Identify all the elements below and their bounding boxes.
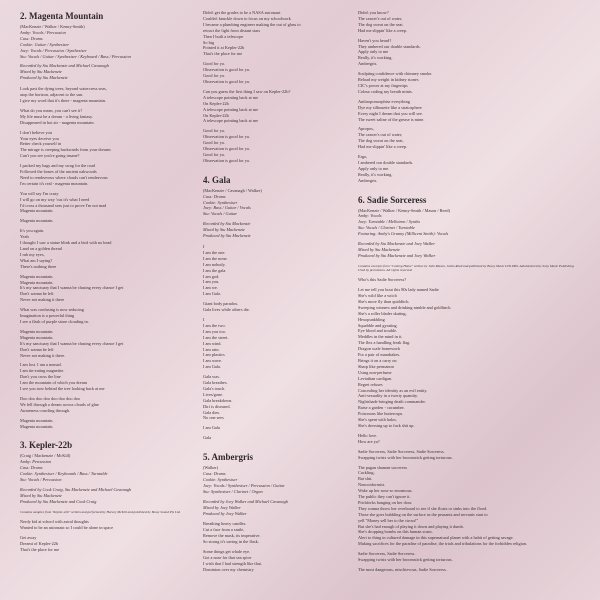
track-credits [203,471,353,516]
lyric-line: Good for ya. [203,128,225,134]
lyric-line: I am tin-eating magnetite. [20,368,65,374]
lyric-line: Cut a face from a smile, [203,527,245,533]
track-title: 2. Magenta Mountain [20,11,104,21]
lyric-line: Magenta mountain. [20,273,54,279]
lyric-line: retract the light from distant stars [203,27,261,33]
credit-line: Mixed by Stu Mackenzie [20,492,62,498]
lyric-line: Get away [20,534,37,540]
lyric-line: On Kepler-22b [203,100,229,106]
lyric-line: Sadie Sorceress, Sadie Sorceress. [358,551,416,557]
lyric-line: I am the one. [203,249,226,255]
lyric-line: I am god. [203,273,220,279]
lyric-line: Observation is good for ya. [203,146,250,152]
lyric-line: Gala breathes. [203,380,228,386]
lyric-line: Look past the dying trees, beyond watercress seas, [20,86,107,92]
credit-line: Recorded by Stu Mackenzie [203,221,251,227]
lyric-line: It's my sanctuary that I wanna be chasing every chance I get [20,285,124,291]
lyric-line: A telescope pointing back at me [203,94,259,100]
lyric-line: Regret refuses [358,381,383,387]
lyric-line: Breathing heavy candles. [203,521,247,527]
lyric-line: Observation is good for ya. [203,134,250,140]
lyric-line: I am the mountain of which you dream [20,380,87,386]
lyric-line: Had me slippin' like a creep. [358,27,407,33]
lyric-line: Need to rendezvous where clouds can't rendezvous [20,174,108,180]
lyric-line: The cancer's out of water, [358,15,403,21]
credit-line: Featuring: Amby's Granny (Millicent Smith): Vocals [358,231,449,237]
lyric-line: Gala breakdown. [203,397,233,403]
lyric-line: Swapping twists with her broomstick getting torturous. [358,557,453,563]
credit-line: Stu: Vocals / Clarinet / Turntable [358,225,415,231]
lyric-line: Haven't you heard? [358,37,392,43]
lyric-line: Concealing her identity as an evil entity. [358,387,428,393]
lyric-line: Apropos, [358,126,374,132]
lyric-line: The mirage is creeping backwards from your dreams [20,147,111,153]
lyric-line: It's you again. [20,228,45,234]
lyric-line: Who's this Sadie Sorceress? [358,277,407,283]
lyric-line: Magenta mountain. [20,334,54,340]
credit-line: Produced by Stu Mackenzie and Cook Craig [20,498,97,504]
lyric-line: How are ya? [358,438,380,444]
lyric-line: The pagan shaman sorceress [358,464,408,470]
credit-line: Cookie: Synthesiser [203,477,238,482]
lyric-line: Don't you cross the line [20,374,61,380]
lyric-line: What am I saying? [20,257,53,263]
lyric-line: I am wind. [203,340,222,346]
track-section [358,10,578,184]
lyric-line: That's the place for me [203,51,243,57]
lyric-line: I am the street. [203,334,229,340]
credit-line: Amby: Vocals / Percussion [20,29,66,35]
lyric-line: Squabble and gyrating [358,322,397,328]
track-title: 3. Kepler-22b [20,440,73,451]
lyric-line: Remove the mask, its imperative. [203,533,261,539]
credit-line: Recorded by Stu Mackenzie and Michael Cavanagh [20,63,109,69]
lyric-line: I became a plumbing engineer making the out of glass to [203,21,301,27]
lyric-line: I am the none. [203,255,228,261]
track-credits [20,459,185,504]
lyric-line: Never not making it there. [20,352,66,358]
lyric-line: Magenta mountain. [20,218,54,224]
lyric-line: The most dangerous, mischievous, Sadie Sorceress. [358,567,447,572]
lyric-line: So big [203,39,215,45]
track-section [203,451,353,573]
lyric-line: Pitchforks banging on her door. [358,499,413,505]
lyric-line: I am Gala. [203,364,222,370]
lyric-line: She's more fly than quidditch. [358,298,410,304]
lyric-line: So strong it's saving in the flask. [203,539,259,545]
credit-line: Cass: Drums [20,35,43,41]
track-lyrics [358,277,578,573]
lyric-line: Observation is good for ya. [203,157,250,163]
lyric-line: A telescope pointing back at me [203,106,259,112]
lyric-line: Sweeping winners and drinking nimble and goldfinch. [358,304,452,310]
credit-line: Cookie: Guitar / Synthesiser [20,41,70,47]
lyric-line: Cackling, [358,470,375,476]
lyric-line: Your eyes deceive you [20,135,59,141]
lyric-line: Brings it on a carry on [358,358,397,363]
lyric-line: I am you. [203,279,220,285]
track-writers: (Walker) [203,465,219,471]
lyric-line: Gala was. [203,374,220,380]
lyric-line: Poisonous like buttercups. [358,411,404,417]
credit-line: Joey: Vocals / Percussion / Synthesiser [20,47,87,53]
lyric-line: Followed the bones of the ancient oakwoods [20,169,97,175]
track-writers: (MacKenzie / Cavanagh / Walker) [203,187,262,193]
credit-line: Produced by Stu Mackenzie [20,75,68,81]
lyric-line: Sharp like permanon [358,363,394,369]
lyric-line: My life must be a dream - a living fantasy. [20,113,93,119]
lyric-line: The sweet saline of the grease is mine. [358,116,425,122]
track-writers: (MacKenzie / Walker / Kenny-Smith / Mason / Reed) [358,207,450,213]
lyric-line: I am the two. [203,322,226,328]
lyric-line: On Kepler-22b [203,112,229,118]
lyric-line: Alert to thing in cultured damage in this supernatural planet with a habit of getting savage. [358,535,514,541]
lyric-line: Ambergris. [358,61,378,67]
lyric-line: Disappeared in hot air - magenta mountain. [20,119,95,125]
lyric-line: The flex a handling freak flag. [358,340,411,346]
track-writers: (MacKenzie / Walker / Kenny-Smith) [20,24,85,29]
lyric-line: I will go on my way 'cus it's what I need [20,196,90,202]
lyric-line: Reload my weight in kidney stones [358,77,419,83]
lyric-line: I am wave. [203,358,222,364]
lyric-line: I see you now behind the tree looking back at me [20,386,105,392]
lyric-line: I [203,244,205,249]
lyric-line: I rub my eyes, [20,251,45,257]
lyric-line: Leviathan cardigan. [358,375,393,381]
credit-line: Mixed by Stu Mackenzie [358,247,400,252]
lyric-line: Apply only to me. [358,165,390,171]
lyric-line: You will say I'm crazy [20,190,59,196]
lyric-line: A telescope pointing back at me [203,118,259,124]
lyric-line: For a pair of mandrakes. [358,352,401,358]
lyric-line: She's wild like a witch [358,293,397,299]
track-title: 4. Gala [203,174,231,185]
lyric-line: I am we. [203,285,218,291]
track-writers: (Craig / Mackenzie / McKill) [20,453,71,459]
lyric-line: I don't believe you [20,129,52,135]
lyric-line: We fell through a dream across clouds of glue [20,401,99,407]
lyric-line: I'd cross a thousand seas just to prove I'm not mad [20,202,107,208]
lyric-line: Nerdy kid at school with astral thoughts [20,518,89,524]
lyric-line: Magenta mountain. [20,328,54,334]
track-lyrics [20,519,185,553]
lyric-line: I'm certain it's real - magenta mountain. [20,180,89,186]
credit-line: Mixed by Stu Mackenzie [20,69,62,75]
credit-line: Produced by Joey Walker [203,510,247,516]
lyric-line: Nightshade bringing death commander. [358,399,426,405]
lyric-line: I am plastics [203,352,225,358]
credit-line: Produced by Stu Mackenzie [203,233,251,239]
lyric-line: Bat shit. [358,476,373,482]
lyric-line: Dragon scale homework [358,346,400,352]
lyric-line: Better check yourself in [20,141,62,147]
lyric-line: Gala's touch. [203,385,226,391]
lyric-line: I am lost. I am a nomad. [20,362,62,368]
lyric-line: Gala dies. [203,409,221,415]
lyric-line: Good for ya. [203,61,225,67]
credit-line: Amby: Percussion [20,459,52,465]
lyric-line: Every night I dream that you will see. [358,110,423,116]
lyric-line: I am Gala [203,425,220,431]
track-title: 6. Sadie Sorceress [358,194,427,205]
lyric-line: Dominion over my chemistry [203,566,254,572]
track-section [203,174,353,441]
lyric-line: Gala [203,435,212,441]
lyric-line: She's dropping bombs on this human scum. [358,529,433,535]
credit-line: Cass: Drums [20,465,43,471]
track-section [203,10,353,164]
track-credits [358,213,578,258]
lyric-line: Magenta mountain. [20,208,54,214]
lyric-line: There's nothing there [20,263,57,269]
lyric-line: yell "Money sell her to the circus!" [358,517,419,523]
lyric-line: Really, it's working, [358,55,393,61]
credit-line: Cass: Drums [203,193,226,199]
lyric-line: Anthropomorphise everything [358,98,410,104]
credit-line: Stu: Vocals / Guitar [203,211,238,217]
lyric-line: Let me tell you bout this 80s lady named Sadie [358,287,439,293]
lyric-line: I am you too. [203,328,226,334]
track-lyrics [203,244,353,441]
lyric-line: Meddles in the mind in it. [358,334,403,340]
lyric-line: Hello love. [358,432,378,438]
track-credits [20,30,185,81]
lyric-line: Can't you see you're going insane? [20,153,80,159]
track-lyrics [203,521,353,572]
lyric-line: I give my word that it's there - magenta mountain. [20,97,106,103]
lyric-line: Then I built a telescope [203,33,244,39]
lyric-line: Good for ya. [203,151,225,157]
track-section [20,10,185,429]
lyric-line: Got a nose for that sea spice [203,554,252,560]
lyric-line: I see a flash of purple stone clouding in. [20,318,89,324]
credit-line: Cookie: Synthesiser [203,199,238,205]
credit-line: Cass: Drums [203,471,226,477]
lyric-line: Couldn't knuckle down to focus on my schoolwork [203,15,291,21]
lyric-line: Ambergris. [358,177,378,183]
lyric-line: Good for ya. [203,73,225,79]
credit-line: Joey: Vocals / Synthesiser / Percussion / Guitar [203,482,285,488]
lyric-line: Good for ya. [203,140,225,146]
lyric-line: What was confusing is now seducing [20,307,84,313]
lyric-line: Didn't get the grades to be a NASA astronaut [203,10,281,15]
lyric-line: Giant body paradox. [203,301,239,307]
lyric-line: Never not making it there [20,297,65,303]
lyric-line: I ambered our double standards. [358,159,414,165]
lyric-line: Nonconformist. [358,482,386,488]
credit-line: Recorded by Cook Craig, Stu Mackenzie and Michael Cavanagh [20,487,132,492]
lyric-line: Eye blood and trouble. [358,328,398,334]
credit-line: Produced by Stu Mackenzie and Joey Walker [358,252,436,258]
lyric-line: CIC's power at my fingertips [358,82,408,88]
lyric-line: But she's had enough of playing it down and playing it dumb. [358,523,464,529]
lyric-line: No one sees [203,415,224,421]
lyric-line: I thought I saw a statue blink and a bird with no head [20,240,112,246]
lyric-line: Ergo, [358,154,368,160]
lyric-line: Awareness crawling through. [20,407,71,413]
lyric-line: Gala lives while others die. [203,307,250,313]
credit-line: Stu: Vocals / Percussion [20,477,62,483]
lyric-line: The cancer's out of water, [358,132,403,138]
lyric-line: Anti-sexuality in a twerty quantity. [358,393,418,399]
lyric-line: Didn't you know? [358,10,389,15]
lyric-line: Sadie Sorceress, Sadie Sorceress, Sadie Sorceress. [358,448,445,454]
track-title: 5. Ambergris [203,452,253,463]
lyric-line: Land on a golden thread [20,246,62,251]
lyric-line: I [203,316,205,322]
lyric-line: What do you mean, you can't see it? [20,107,83,113]
lyric-line: Observation is good for ya. [203,78,250,84]
lyric-line: Those she goes bubbling on the surface as the peasants and servants start to [358,511,488,517]
lyric-line: Hexopunkbling [358,316,385,322]
credit-line: Mixed by Stu Mackenzie [203,227,245,233]
column-2 [203,10,353,583]
lyric-line: I am nobody. [203,261,226,267]
credit-line: Amby: Vocals [358,213,382,219]
lyric-line: Magenta mountain. [20,423,54,429]
lyric-line: Magenta mountain. [20,279,54,285]
track-credits [203,194,353,239]
lyric-line: Apply only to me [358,49,389,55]
lyric-line: I packed my bags and my swag for the road [20,163,96,169]
lyric-line: Colour coding my breath mints. [358,88,413,94]
lyric-line: Don't wanna be left [20,346,54,352]
lyric-line: Using non-perfume [358,369,392,375]
lyric-line: She's spent with halos. [358,417,397,423]
lyric-line: The dog sweat on the seat, [358,138,404,144]
lyric-line: Doo doo doo doo doo doo doo doo [20,395,81,401]
credit-line: Recorded by Joey Walker and Michael Cavanagh [203,498,288,504]
credit-line: Cookie: Synthesiser / Keyboards / Bass / Turntable [20,471,108,477]
lyric-line: Magenta mountain. [20,417,54,423]
lyric-line: That's the place for me [20,546,60,552]
credit-line: Joey: Bass / Guitar / Vocals [203,205,251,211]
lyric-line: Dirt is diseased. [203,403,231,409]
lyric-line: I am rain. [203,346,220,352]
lyric-line: atop the horizon, adjacent to the sun. [20,92,84,98]
lyric-line: Raise a garden - cucumber. [358,405,405,411]
lyric-line: Really, it's working, [358,171,393,177]
lyric-line: Wake up her nose so enormous. [358,488,413,494]
track-lyrics [203,10,353,164]
lyric-line: Pointed it at Kepler-22b [203,45,245,51]
lyric-line: Making sacrifices for the paradise of paradise, the trials and tribulations for the forbidden religion. [358,541,528,547]
credit-line: Mixed by Joey Walker [203,504,241,510]
lyric-line: She's dressing up to fuck shit up. [358,422,415,428]
lyric-line: Can you guess the first thing I saw on Kepler-22b? [203,88,291,94]
lyric-line: Dreamt of Kepler-22b [20,540,59,546]
lyric-line: They ambered our double standards. [358,43,421,49]
lyric-line: Don't wanna be left [20,291,54,297]
lyric-line: Had me slippin' like a creep. [358,144,407,150]
credit-line: Stu: Synthesiser / Clarinet / Organ [203,488,263,494]
credit-line: Recorded by Stu Mackenzie and Joey Walker [358,241,435,247]
copyright-note: Contains samples from "Kepler-22b" written and performed by Harvey McKill and published by Bossy Sound Pty Ltd. [20,509,181,514]
lyric-line: Imagination is a powerful thing [20,313,75,319]
lyric-line: It's my sanctuary that I wanna be chasing every chance I get [20,340,124,346]
track-section [358,194,578,573]
lyric-line: Dye my silhouette like a stratosphere [358,104,422,110]
credit-line: Stu: Vocals / Guitar / Synthesiser / Keyboard / Bass / Percussion [20,53,131,59]
lyric-line: Wanted to be an astronaut so I could be alone in space [20,524,114,530]
lyric-line: Sculpting confidence with chimney smoke. [358,71,433,77]
column-1 [20,10,185,562]
lyric-line: I am Gala. [203,291,222,297]
track-lyrics [358,10,578,184]
credit-line: Joey: Turntable / Mellotron / Synths [358,219,421,225]
lyric-line: I wish that I had strength like that. [203,560,262,566]
lyric-line: Observation is good for ya. [203,67,250,73]
track-lyrics [20,86,185,429]
lyric-line: Lives/gone. [203,391,224,397]
lyric-line: Swapping twists with her broomstick getting torturous. [358,454,453,460]
column-3 [358,10,578,583]
lyric-line: The public they can't ignore it. [358,494,411,500]
lyric-line: She's a roller blader skating, [358,310,407,316]
lyric-line: They wanna throw her overboard to see if she floats or sinks into the flood. [358,505,488,511]
lyric-line: Some things get whale eye. [203,549,251,555]
copyright-note: Contains excerpts from "Coming Home" written by John Mason, Justin Reed and published by Bossy Music LTD PRS. Administered by Sony Music Publishing. Used by permission. All rights reserved. [358,263,575,273]
lyric-line: Yeah [20,234,29,240]
lyric-line: The dog sweat on the seat. [358,21,404,27]
track-section [20,439,185,552]
lyric-line: I am the gala. [203,267,227,273]
